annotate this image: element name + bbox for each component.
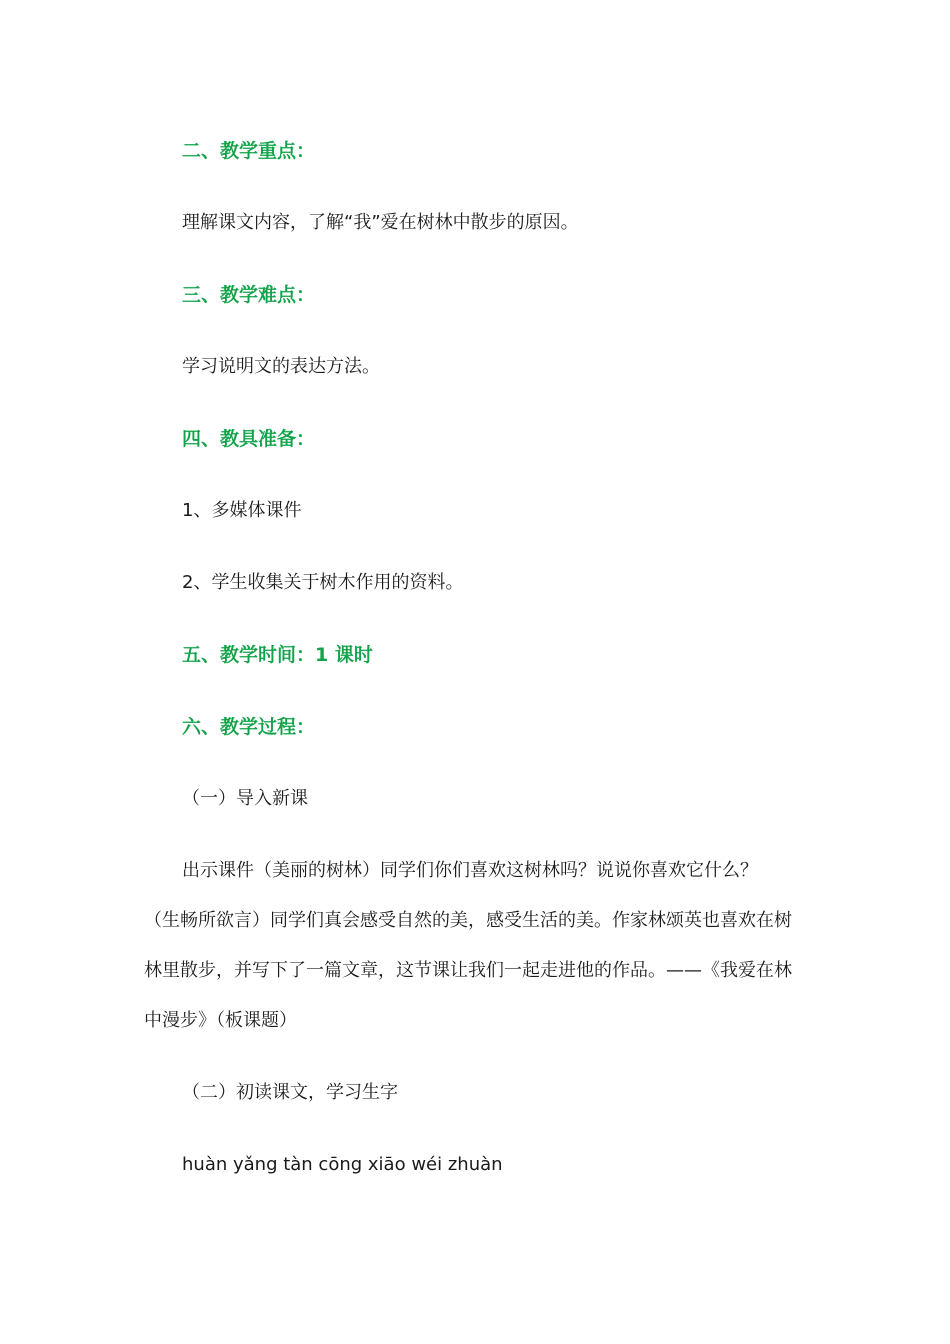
materials-item-2: 2、学生收集关于树木作用的资料。: [182, 572, 464, 593]
process-part1-line-1: 出示课件（美丽的树林）同学们你们喜欢这树林吗？说说你喜欢它什么？: [182, 860, 758, 881]
key-points-text: 理解课文内容，了解“我”爱在树林中散步的原因。: [182, 212, 579, 233]
difficulties-text: 学习说明文的表达方法。: [182, 356, 380, 377]
section-heading-time: 五、教学时间：1 课时: [182, 644, 373, 666]
process-part1-line-2: （生畅所欲言）同学们真会感受自然的美，感受生活的美。作家林颂英也喜欢在树: [144, 910, 792, 931]
process-part1-line-4: 中漫步》（板课题）: [144, 1010, 297, 1031]
section-heading-key-points: 二、教学重点：: [182, 140, 316, 162]
materials-item-1: 1、多媒体课件: [182, 500, 302, 521]
process-part2-title: （二）初读课文，学习生字: [182, 1082, 398, 1103]
section-heading-materials: 四、教具准备：: [182, 428, 316, 450]
process-part1-line-3: 林里散步，并写下了一篇文章，这节课让我们一起走进他的作品。——《我爱在林: [144, 960, 792, 981]
process-part1-title: （一）导入新课: [182, 788, 308, 809]
section-heading-process: 六、教学过程：: [182, 716, 316, 738]
pinyin-line: huàn yǎng tàn cōng xiāo wéi zhuàn: [182, 1154, 503, 1175]
section-heading-difficulties: 三、教学难点：: [182, 284, 316, 306]
